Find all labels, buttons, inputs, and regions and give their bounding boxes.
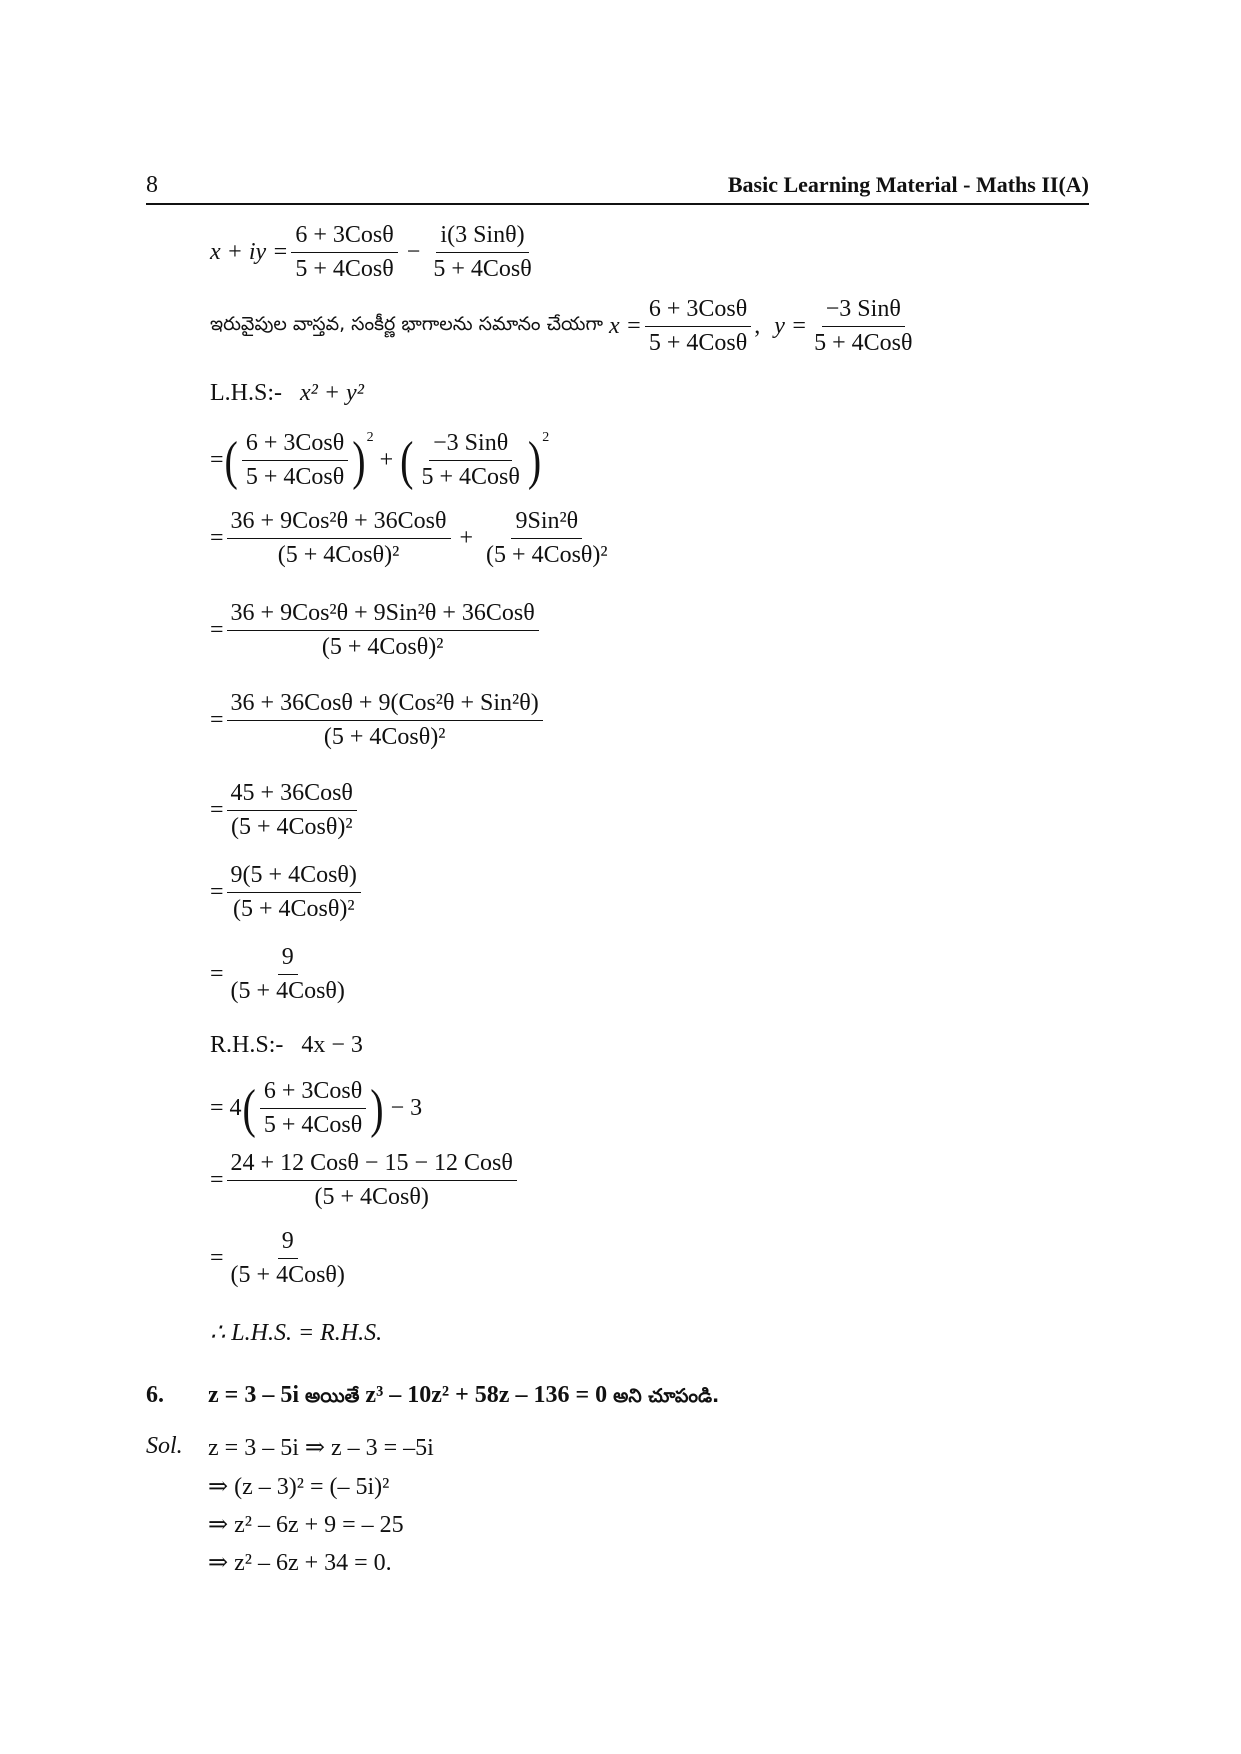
solution-label: Sol. [146,1433,183,1459]
x-fraction: $\frac{\text{6 + 3Cosθ}}{\text{5 + 4Cosθ}}$ [645,296,751,357]
step1-fraction-b: $\frac{\text{−3 Sinθ}}{\text{5 + 4Cosθ}}$ [421,430,520,490]
rhs-step-2 [210,1150,520,1211]
right-paren: ) [527,429,542,491]
equals: = [210,447,224,473]
eq1-minus: − [406,239,421,265]
y-fraction: $\frac{\text{−3 Sinθ}}{\text{5 + 4Cosθ}}$ [814,296,913,356]
running-title: Basic Learning Material - Maths II(A) [727,172,1089,197]
equals: = [210,525,224,551]
minus-3: − 3 [390,1095,423,1121]
equals: = [210,707,224,733]
rhs-step-1 [210,1078,422,1139]
plus: + [459,525,474,551]
exponent: 2 [366,430,374,445]
left-paren: ( [224,429,238,491]
rhs-step-3 [210,1228,352,1289]
lhs-heading [210,380,364,407]
lhs-expression: x² + y² [300,380,364,406]
question-equation: z³ – 10z² + 58z – 136 = 0 [365,1382,608,1408]
eq1-lhs: x + iy = [210,239,289,265]
equals: = [210,1167,224,1193]
step-4 [210,690,546,751]
rhs-step2-fraction: $\frac{\text{24 + 12 Cosθ − 15 − 12 Cosθ}}{\text{(5 + 4Cosθ)}}$ [227,1150,517,1211]
left-paren: ( [242,1077,256,1139]
equate-real-imaginary [210,296,919,357]
solution-line-4: ⇒ z² – 6z + 34 = 0. [208,1550,392,1576]
step7-fraction: $\frac{9}{\text{(5 + 4Cosθ)}}$ [230,944,345,1004]
equation-x-plus-iy [210,222,539,283]
eq1-fraction-imag: $\frac{\text{i(3 Sinθ)}}{\text{5 + 4Cosθ}}$ [433,222,532,282]
equals: = [210,1245,224,1271]
step-2 [210,508,615,569]
header-rule [146,203,1089,205]
equals: = [210,617,224,643]
telugu-if: అయితే [305,1385,360,1407]
rhs-label: R.H.S:- [210,1032,284,1058]
step2-fraction-b: $\frac{\text{9Sin²θ}}{\text{(5 + 4Cosθ)²}}$ [486,508,608,568]
separator: , [754,313,761,339]
lhs-label: L.H.S:- [210,380,282,406]
step-5 [210,780,360,841]
step4-fraction: $\frac{\text{36 + 36Cosθ + 9(Cos²θ + Sin²θ)}}{\text{(5 + 4Cosθ)²}}$ [227,690,543,751]
x-lhs: x = [608,313,642,339]
y-lhs: y = [774,313,808,339]
rhs-step3-fraction: $\frac{9}{\text{(5 + 4Cosθ)}}$ [230,1228,345,1288]
question-number: 6. [146,1382,164,1408]
plus: + [379,447,394,473]
step3-fraction: $\frac{\text{36 + 9Cos²θ + 9Sin²θ + 36Cosθ}}{\text{(5 + 4Cosθ)²}}$ [227,600,539,661]
rhs-heading [210,1032,363,1059]
solution-line-1: z = 3 – 5i ⇒ z – 3 = –5i [208,1435,434,1461]
right-paren: ) [370,1077,384,1139]
step6-fraction: $\frac{\text{9(5 + 4Cosθ)}}{\text{(5 + 4Cosθ)²}}$ [227,862,361,923]
conclusion: ∴ L.H.S. = R.H.S. [210,1320,383,1346]
step-6 [210,862,364,923]
step5-fraction: $\frac{\text{45 + 36Cosθ}}{\text{(5 + 4Cosθ)²}}$ [227,780,357,841]
step2-fraction-a: $\frac{\text{36 + 9Cos²θ + 36Cosθ}}{\text{(5 + 4Cosθ)²}}$ [227,508,451,569]
equals: = [210,961,224,987]
step-1 [210,430,549,491]
equals: = [210,797,224,823]
telugu-equate-text: ఇరువైపుల వాస్తవ, సంకీర్ణ భాగాలను సమానం చేయగా [210,313,603,335]
rhs-step1-fraction: $\frac{\text{6 + 3Cosθ}}{\text{5 + 4Cosθ}}$ [260,1078,366,1139]
equals: = [210,879,224,905]
eq1-fraction-real: $\frac{\text{6 + 3Cosθ}}{\text{5 + 4Cosθ}}$ [291,222,397,283]
solution-line-3: ⇒ z² – 6z + 9 = – 25 [208,1512,404,1538]
solution-line-2: ⇒ (z – 3)² = (– 5i)² [208,1474,390,1500]
exponent: 2 [542,430,550,445]
step-7 [210,944,352,1005]
equals-4: = 4 [210,1095,242,1121]
rhs-expression: 4x − 3 [301,1032,363,1058]
telugu-show: అని చూపండి. [613,1385,720,1407]
right-paren: ) [352,429,366,491]
page-number: 8 [146,172,158,198]
step-3 [210,600,542,661]
left-paren: ( [400,429,414,491]
question-text [208,1382,719,1412]
step1-fraction-a: $\frac{\text{6 + 3Cosθ}}{\text{5 + 4Cosθ}}$ [242,430,348,491]
question-lead: z = 3 – 5i [208,1382,299,1408]
